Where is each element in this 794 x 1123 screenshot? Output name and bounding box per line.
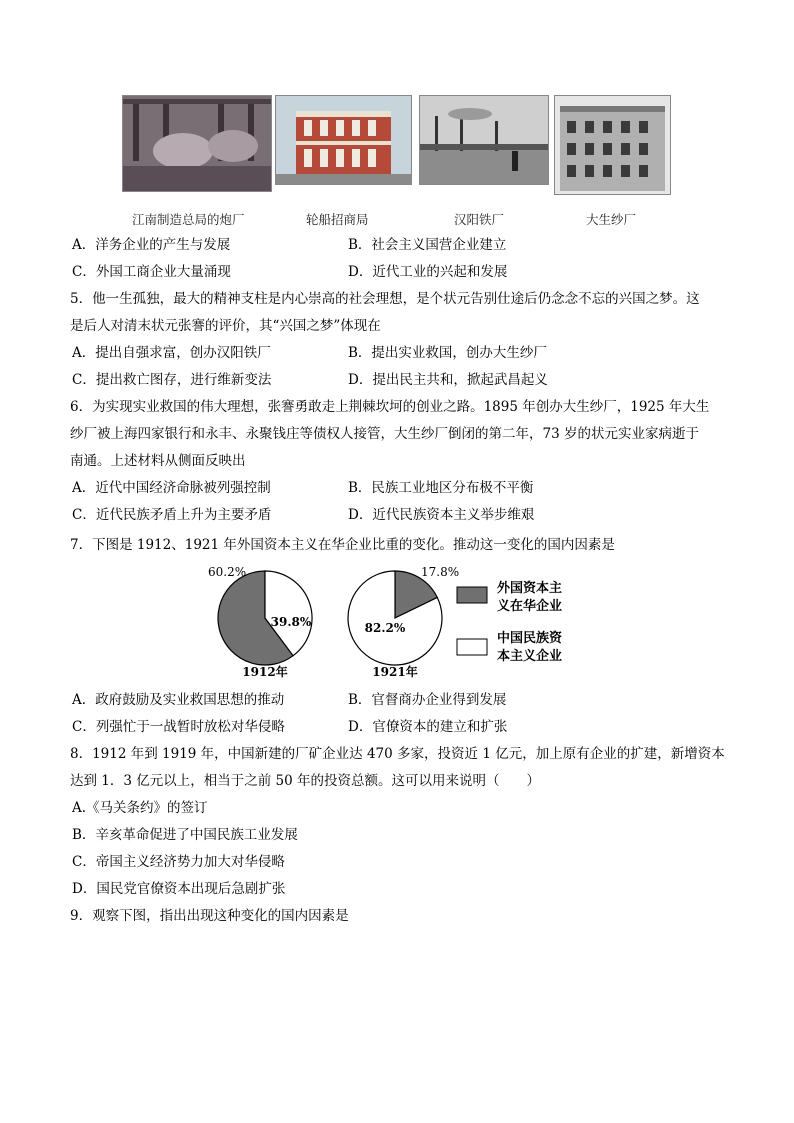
dasheng-mill-photo [554,95,671,195]
steamship-bureau-photo [275,95,412,185]
q8-stem-line-2: 达到 1．3 亿元以上，相当于之前 50 年的投资总额。这可以用来说明（ ） [70,773,541,789]
q7-option-a[interactable]: A．政府鼓励及实业救国思想的推动 [72,692,285,708]
q8-stem-line-1: 8．1912 年到 1919 年，中国新建的厂矿企业达 470 多家，投资近 1 亿元，加上原有企业的扩建，新增资本 [70,746,725,762]
q6-option-b[interactable]: B．民族工业地区分布极不平衡 [348,480,534,496]
hanyang-ironworks-photo [419,95,549,185]
legend-foreign-line-1: 外国资本主 [497,581,563,596]
pie-1-label-1: 82.2% [364,621,406,635]
q4-option-c[interactable]: C．外国工商企业大量涌现 [72,264,231,280]
q6-option-c[interactable]: C．近代民族矛盾上升为主要矛盾 [72,507,272,523]
legend-national-line-2: 本主义企业 [497,649,563,664]
q4-option-d[interactable]: D．近代工业的兴起和发展 [348,264,508,280]
pie-0-title: 1912年 [242,665,288,679]
q4-option-a[interactable]: A．洋务企业的产生与发展 [72,237,231,253]
legend-swatch-foreign [457,587,487,603]
q8-option-d[interactable]: D．国民党官僚资本出现后急剧扩张 [72,881,286,897]
dasheng-mill-image [555,96,670,194]
photo-row [122,95,672,195]
photo-caption-dasheng: 大生纱厂 [586,212,637,227]
photo-caption-steamship: 轮船招商局 [306,212,369,227]
pie-chart-svg [195,560,605,690]
q7-pie-charts [195,560,605,690]
q6-option-d[interactable]: D．近代民族资本主义举步维艰 [348,507,535,523]
steamship-bureau-image [276,96,411,184]
legend-foreign-line-2: 义在华企业 [497,599,563,614]
q8-option-a[interactable]: A.《马关条约》的签订 [72,800,208,816]
q6-option-a[interactable]: A．近代中国经济命脉被列强控制 [72,480,271,496]
q8-option-b[interactable]: B．辛亥革命促进了中国民族工业发展 [72,827,298,843]
q5-stem-line-2: 是后人对清末状元张謇的评价，其“兴国之梦”体现在 [70,318,381,334]
q6-stem-line-1: 6．为实现实业救国的伟大理想，张謇勇敢走上荆棘坎坷的创业之路。1895 年创办大生纱厂，1925 年大生 [70,399,710,415]
pie-0-label-1: 39.8% [270,615,312,629]
q6-stem-line-2: 纱厂被上海四家银行和永丰、永聚钱庄等债权人接管，大生纱厂倒闭的第二年，73 岁的状元实业家病逝于 [70,426,699,442]
q9-stem-line-1: 9．观察下图，指出出现这种变化的国内因素是 [70,908,349,924]
q5-stem-line-1: 5．他一生孤独，最大的精神支柱是内心崇高的社会理想，是个状元告别仕途后仍念念不忘的兴国之梦。这 [70,291,700,307]
q5-option-a[interactable]: A．提出自强求富，创办汉阳铁厂 [72,345,271,361]
arsenal-photo-image [123,96,271,191]
pie-1-label-0: 17.8% [421,565,460,579]
legend-swatch-national [457,639,487,655]
q5-option-c[interactable]: C．提出救亡图存，进行维新变法 [72,372,272,388]
q5-option-d[interactable]: D．提出民主共和，掀起武昌起义 [348,372,548,388]
legend-national-line-1: 中国民族资 [497,631,563,646]
hanyang-ironworks-image [420,96,548,184]
arsenal-photo [122,95,272,192]
q5-option-b[interactable]: B．提出实业救国，创办大生纱厂 [348,345,547,361]
pie-1-title: 1921年 [372,665,418,679]
q7-option-c[interactable]: C．列强忙于一战暂时放松对华侵略 [72,719,285,735]
q6-stem-line-3: 南通。上述材料从侧面反映出 [70,453,246,469]
photo-caption-hanyang: 汉阳铁厂 [454,212,505,227]
q7-stem-line-1: 7．下图是 1912、1921 年外国资本主义在华企业比重的变化。推动这一变化的国内因素是 [70,537,615,553]
q8-option-c[interactable]: C．帝国主义经济势力加大对华侵略 [72,854,285,870]
q7-option-d[interactable]: D．官僚资本的建立和扩张 [348,719,508,735]
q4-option-b[interactable]: B．社会主义国营企业建立 [348,237,507,253]
pie-0-label-0: 60.2% [208,565,247,579]
q7-option-b[interactable]: B．官督商办企业得到发展 [348,692,507,708]
photo-caption-arsenal: 江南制造总局的炮厂 [132,212,245,227]
